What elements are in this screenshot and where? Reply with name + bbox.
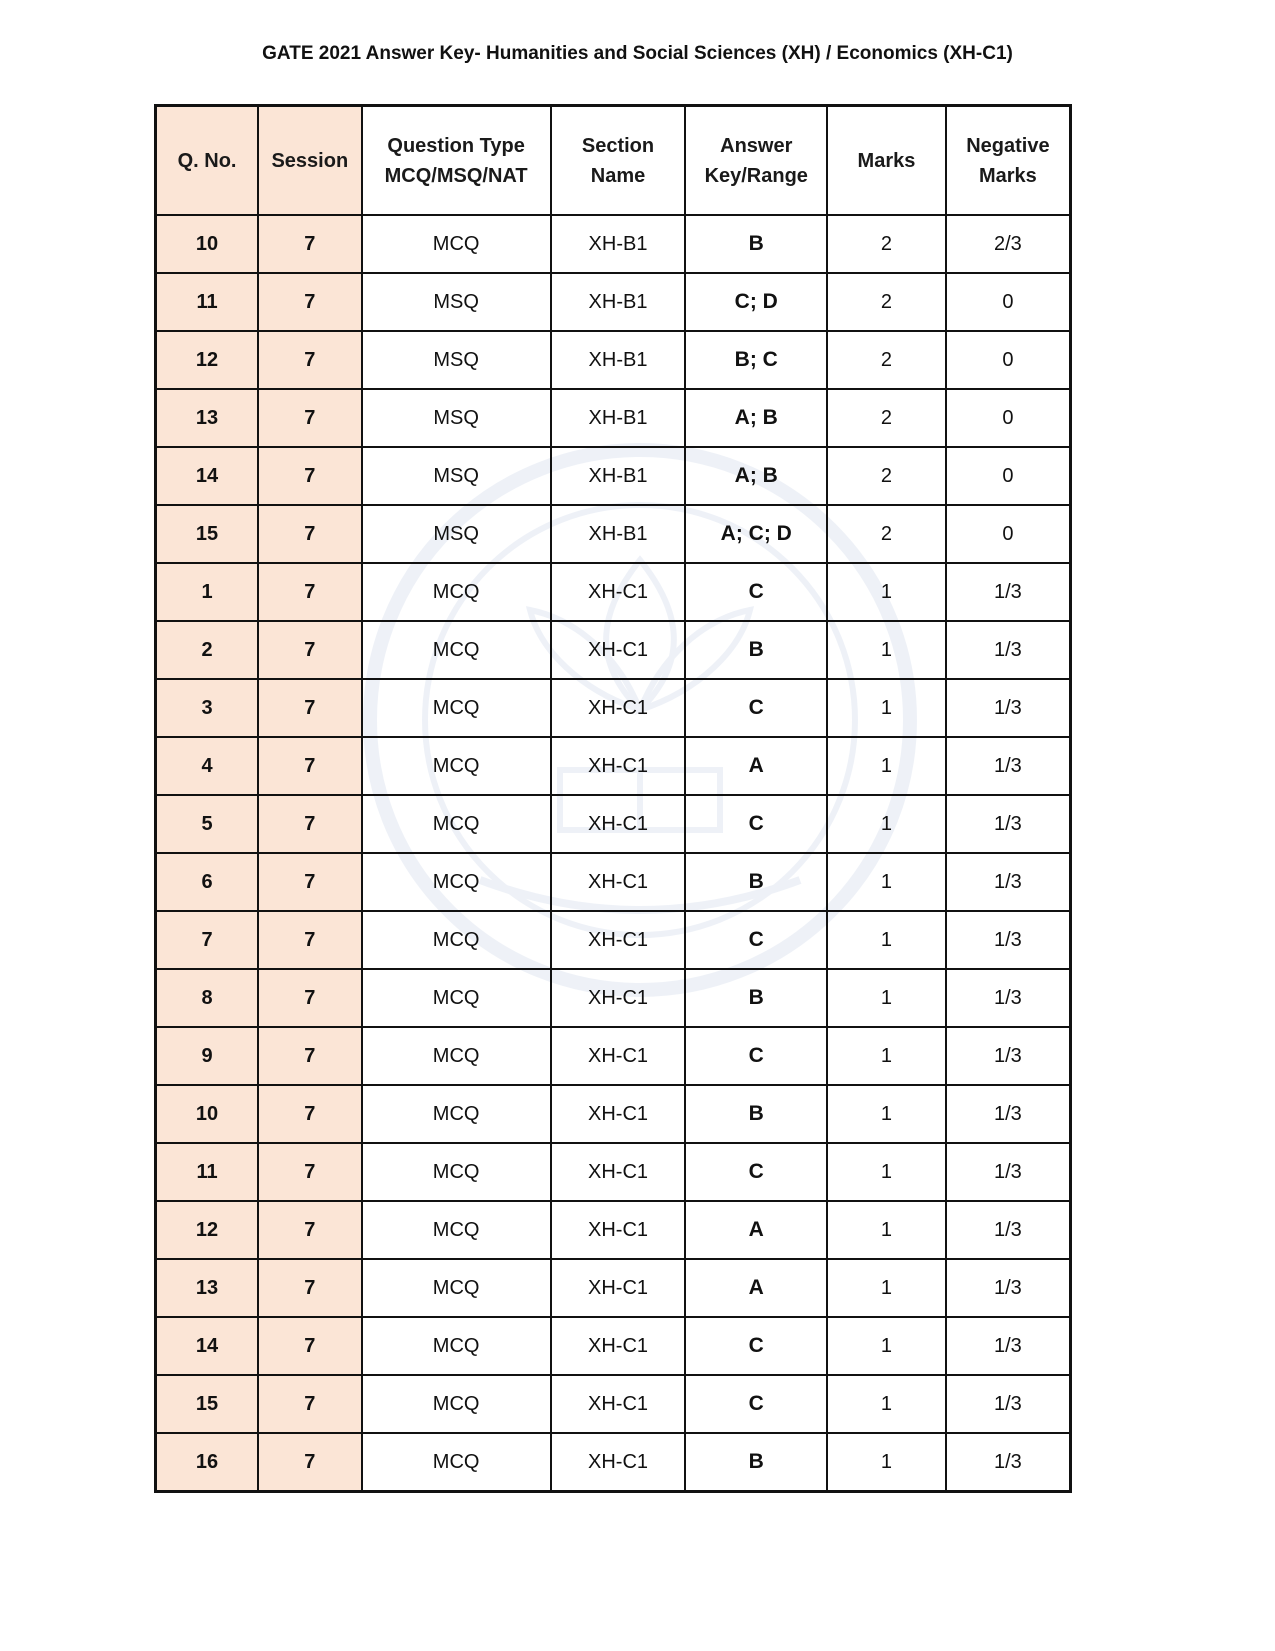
cell-negative-marks: 1/3 — [946, 969, 1071, 1027]
cell-negative-marks: 1/3 — [946, 853, 1071, 911]
cell-question-type: MSQ — [362, 331, 551, 389]
cell-question-type: MCQ — [362, 1201, 551, 1259]
cell-negative-marks: 1/3 — [946, 563, 1071, 621]
cell-question-type: MCQ — [362, 911, 551, 969]
cell-answer-key: B — [685, 853, 827, 911]
table-row — [156, 1143, 1071, 1201]
table-row — [156, 1027, 1071, 1085]
cell-session: 7 — [258, 1027, 362, 1085]
cell-marks: 1 — [827, 1201, 946, 1259]
cell-section-name: XH-C1 — [551, 911, 686, 969]
cell-qno: 10 — [156, 215, 259, 273]
cell-negative-marks: 1/3 — [946, 621, 1071, 679]
cell-negative-marks: 1/3 — [946, 1433, 1071, 1492]
table-row — [156, 563, 1071, 621]
cell-marks: 2 — [827, 505, 946, 563]
cell-qno: 15 — [156, 1375, 259, 1433]
cell-answer-key: C — [685, 679, 827, 737]
cell-negative-marks: 0 — [946, 273, 1071, 331]
cell-answer-key: A — [685, 1259, 827, 1317]
table-row — [156, 447, 1071, 505]
cell-negative-marks: 1/3 — [946, 1317, 1071, 1375]
cell-answer-key: C — [685, 563, 827, 621]
cell-session: 7 — [258, 1375, 362, 1433]
cell-session: 7 — [258, 1143, 362, 1201]
cell-question-type: MCQ — [362, 1259, 551, 1317]
cell-question-type: MCQ — [362, 969, 551, 1027]
cell-question-type: MCQ — [362, 563, 551, 621]
cell-section-name: XH-C1 — [551, 1085, 686, 1143]
cell-negative-marks: 2/3 — [946, 215, 1071, 273]
table-row — [156, 1375, 1071, 1433]
header-qno: Q. No. — [156, 106, 259, 216]
cell-answer-key: B; C — [685, 331, 827, 389]
cell-question-type: MSQ — [362, 273, 551, 331]
cell-answer-key: B — [685, 969, 827, 1027]
header-section-line2: Name — [590, 164, 646, 187]
cell-question-type: MCQ — [362, 621, 551, 679]
document-title: GATE 2021 Answer Key- Humanities and Social Sciences (XH) / Economics (XH-C1) — [262, 43, 1013, 64]
cell-qno: 14 — [156, 1317, 259, 1375]
cell-qno: 4 — [156, 737, 259, 795]
cell-session: 7 — [258, 505, 362, 563]
cell-qno: 12 — [156, 1201, 259, 1259]
cell-marks: 1 — [827, 1259, 946, 1317]
table-row — [156, 679, 1071, 737]
cell-marks: 1 — [827, 737, 946, 795]
cell-answer-key: C — [685, 1375, 827, 1433]
cell-session: 7 — [258, 331, 362, 389]
table-row — [156, 795, 1071, 853]
cell-session: 7 — [258, 1433, 362, 1492]
cell-session: 7 — [258, 679, 362, 737]
cell-marks: 1 — [827, 679, 946, 737]
table-row — [156, 1259, 1071, 1317]
cell-section-name: XH-C1 — [551, 1027, 686, 1085]
cell-negative-marks: 1/3 — [946, 737, 1071, 795]
cell-question-type: MSQ — [362, 505, 551, 563]
cell-session: 7 — [258, 853, 362, 911]
cell-marks: 1 — [827, 1085, 946, 1143]
cell-section-name: XH-C1 — [551, 621, 686, 679]
cell-session: 7 — [258, 563, 362, 621]
cell-answer-key: C — [685, 795, 827, 853]
cell-question-type: MCQ — [362, 737, 551, 795]
cell-marks: 1 — [827, 1317, 946, 1375]
cell-section-name: XH-C1 — [551, 1259, 686, 1317]
header-session: Session — [258, 106, 362, 216]
cell-section-name: XH-C1 — [551, 563, 686, 621]
cell-qno: 10 — [156, 1085, 259, 1143]
table-row — [156, 273, 1071, 331]
cell-marks: 1 — [827, 853, 946, 911]
cell-session: 7 — [258, 621, 362, 679]
table-row — [156, 331, 1071, 389]
cell-marks: 2 — [827, 331, 946, 389]
header-section-name — [551, 106, 686, 216]
cell-section-name: XH-C1 — [551, 1433, 686, 1492]
cell-qno: 8 — [156, 969, 259, 1027]
cell-negative-marks: 1/3 — [946, 911, 1071, 969]
cell-negative-marks: 1/3 — [946, 1085, 1071, 1143]
cell-answer-key: B — [685, 215, 827, 273]
cell-negative-marks: 1/3 — [946, 1375, 1071, 1433]
cell-marks: 1 — [827, 795, 946, 853]
table-row — [156, 911, 1071, 969]
header-answer-key — [685, 106, 827, 216]
cell-session: 7 — [258, 389, 362, 447]
cell-question-type: MCQ — [362, 1375, 551, 1433]
cell-question-type: MCQ — [362, 1433, 551, 1492]
cell-section-name: XH-B1 — [551, 331, 686, 389]
table-row — [156, 389, 1071, 447]
table-row — [156, 737, 1071, 795]
answer-key-table — [154, 104, 1072, 1493]
cell-session: 7 — [258, 447, 362, 505]
cell-qno: 9 — [156, 1027, 259, 1085]
cell-section-name: XH-B1 — [551, 447, 686, 505]
cell-question-type: MCQ — [362, 1027, 551, 1085]
cell-qno: 1 — [156, 563, 259, 621]
table-row — [156, 215, 1071, 273]
cell-answer-key: C; D — [685, 273, 827, 331]
table-row — [156, 853, 1071, 911]
table-row — [156, 1433, 1071, 1492]
cell-session: 7 — [258, 795, 362, 853]
cell-marks: 2 — [827, 389, 946, 447]
cell-negative-marks: 1/3 — [946, 1259, 1071, 1317]
cell-answer-key: A; B — [685, 389, 827, 447]
cell-session: 7 — [258, 215, 362, 273]
cell-question-type: MCQ — [362, 853, 551, 911]
header-question-type-line1: Question Type — [387, 134, 525, 157]
cell-section-name: XH-C1 — [551, 737, 686, 795]
cell-answer-key: A — [685, 737, 827, 795]
cell-section-name: XH-B1 — [551, 505, 686, 563]
table-row — [156, 1085, 1071, 1143]
table-row — [156, 621, 1071, 679]
cell-qno: 16 — [156, 1433, 259, 1492]
table-row — [156, 969, 1071, 1027]
cell-section-name: XH-C1 — [551, 969, 686, 1027]
cell-qno: 11 — [156, 1143, 259, 1201]
cell-qno: 14 — [156, 447, 259, 505]
cell-negative-marks: 1/3 — [946, 1201, 1071, 1259]
cell-session: 7 — [258, 273, 362, 331]
cell-negative-marks: 1/3 — [946, 679, 1071, 737]
cell-qno: 3 — [156, 679, 259, 737]
cell-qno: 6 — [156, 853, 259, 911]
cell-answer-key: B — [685, 621, 827, 679]
cell-answer-key: B — [685, 1085, 827, 1143]
cell-answer-key: C — [685, 911, 827, 969]
cell-negative-marks: 1/3 — [946, 795, 1071, 853]
cell-marks: 2 — [827, 447, 946, 505]
cell-section-name: XH-C1 — [551, 795, 686, 853]
table-row — [156, 505, 1071, 563]
cell-question-type: MCQ — [362, 1143, 551, 1201]
cell-marks: 1 — [827, 1143, 946, 1201]
cell-section-name: XH-B1 — [551, 389, 686, 447]
cell-question-type: MSQ — [362, 389, 551, 447]
header-question-type-line2: MCQ/MSQ/NAT — [384, 164, 528, 187]
header-question-type — [362, 106, 551, 216]
cell-question-type: MCQ — [362, 795, 551, 853]
cell-section-name: XH-C1 — [551, 1375, 686, 1433]
cell-answer-key: A; B — [685, 447, 827, 505]
cell-section-name: XH-C1 — [551, 1201, 686, 1259]
cell-answer-key: C — [685, 1027, 827, 1085]
cell-marks: 2 — [827, 273, 946, 331]
header-marks: Marks — [827, 106, 946, 216]
cell-qno: 11 — [156, 273, 259, 331]
cell-session: 7 — [258, 737, 362, 795]
cell-session: 7 — [258, 1259, 362, 1317]
cell-question-type: MCQ — [362, 679, 551, 737]
cell-marks: 1 — [827, 969, 946, 1027]
header-negative-line2: Marks — [978, 164, 1037, 187]
cell-section-name: XH-C1 — [551, 1143, 686, 1201]
cell-session: 7 — [258, 911, 362, 969]
cell-qno: 13 — [156, 389, 259, 447]
cell-qno: 13 — [156, 1259, 259, 1317]
cell-section-name: XH-C1 — [551, 679, 686, 737]
header-negative-marks — [946, 106, 1071, 216]
cell-marks: 1 — [827, 1433, 946, 1492]
cell-negative-marks: 0 — [946, 331, 1071, 389]
cell-marks: 1 — [827, 563, 946, 621]
cell-section-name: XH-C1 — [551, 853, 686, 911]
cell-marks: 1 — [827, 911, 946, 969]
cell-negative-marks: 1/3 — [946, 1143, 1071, 1201]
cell-qno: 7 — [156, 911, 259, 969]
cell-session: 7 — [258, 1201, 362, 1259]
cell-marks: 1 — [827, 1375, 946, 1433]
cell-session: 7 — [258, 969, 362, 1027]
header-answer-line2: Key/Range — [704, 164, 808, 187]
cell-negative-marks: 0 — [946, 447, 1071, 505]
header-section-line1: Section — [581, 134, 655, 157]
cell-marks: 1 — [827, 1027, 946, 1085]
cell-question-type: MCQ — [362, 1317, 551, 1375]
table-row — [156, 1201, 1071, 1259]
cell-qno: 12 — [156, 331, 259, 389]
cell-session: 7 — [258, 1317, 362, 1375]
cell-answer-key: A — [685, 1201, 827, 1259]
cell-marks: 2 — [827, 215, 946, 273]
cell-question-type: MCQ — [362, 1085, 551, 1143]
cell-answer-key: A; C; D — [685, 505, 827, 563]
cell-question-type: MSQ — [362, 447, 551, 505]
cell-section-name: XH-B1 — [551, 273, 686, 331]
table-header-row — [156, 106, 1071, 216]
cell-negative-marks: 0 — [946, 505, 1071, 563]
table-row — [156, 1317, 1071, 1375]
cell-question-type: MCQ — [362, 215, 551, 273]
header-answer-line1: Answer — [720, 134, 793, 157]
cell-negative-marks: 0 — [946, 389, 1071, 447]
cell-section-name: XH-B1 — [551, 215, 686, 273]
cell-answer-key: C — [685, 1143, 827, 1201]
header-negative-line1: Negative — [966, 134, 1050, 157]
cell-qno: 15 — [156, 505, 259, 563]
cell-answer-key: C — [685, 1317, 827, 1375]
cell-marks: 1 — [827, 621, 946, 679]
cell-session: 7 — [258, 1085, 362, 1143]
cell-negative-marks: 1/3 — [946, 1027, 1071, 1085]
cell-section-name: XH-C1 — [551, 1317, 686, 1375]
cell-qno: 2 — [156, 621, 259, 679]
cell-answer-key: B — [685, 1433, 827, 1492]
cell-qno: 5 — [156, 795, 259, 853]
